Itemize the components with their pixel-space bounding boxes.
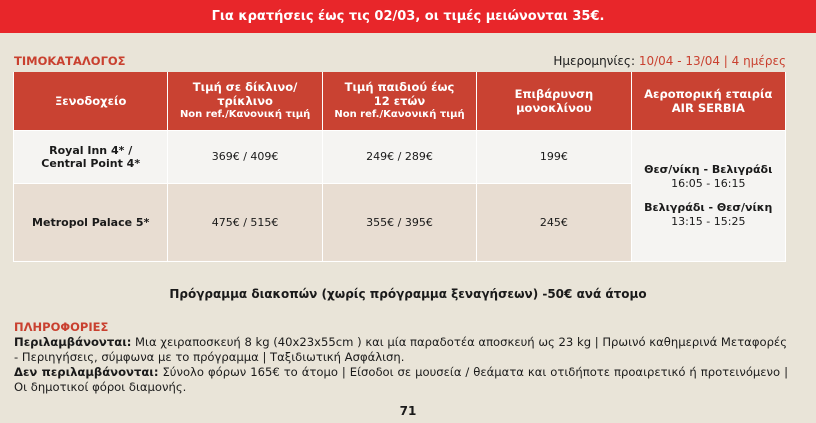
header-single-supplement: Επιβάρυνση μονοκλίνου: [477, 72, 631, 130]
table-row: [14, 130, 786, 183]
header-child-price: Τιμή παιδιού έως 12 ετών Non ref./Κανονική τιμή: [322, 72, 476, 130]
table-header-row: [14, 72, 786, 130]
promo-banner: Για κρατήσεις έως τις 02/03, οι τιμές μειώνονται 35€.: [0, 0, 816, 33]
single-supplement-cell: 199€: [477, 130, 631, 183]
excluded-text: Δεν περιλαμβάνονται: Σύνολο φόρων 165€ το άτομο | Είσοδοι σε μουσεία / θεάματα και οτιδήποτε προαιρετικό ή προτεινόμενο | Οι δημοτικοί φόροι διαμονής.: [14, 365, 788, 394]
flights-cell: Θεσ/νίκη - Βελιγράδι 16:05 - 16:15 Βελιγράδι - Θεσ/νίκη 13:15 - 15:25: [631, 130, 785, 261]
info-heading: ΠΛΗΡΟΦΟΡΙΕΣ: [14, 320, 109, 334]
double-price-cell: 369€ / 409€: [168, 130, 322, 183]
header-hotel: Ξενοδοχείο: [14, 72, 168, 130]
hotel-cell: Royal Inn 4* / Central Point 4*: [14, 130, 168, 183]
header-airline: Αεροπορική εταιρία AIR SERBIA: [631, 72, 785, 130]
child-price-cell: 249€ / 289€: [322, 130, 476, 183]
price-table: [13, 72, 786, 262]
page-number: 71: [399, 404, 417, 418]
dates-days: 4 ημέρες: [731, 54, 786, 68]
included-text: Περιλαμβάνονται: Μια χειραποσκευή 8 kg (40x23x55cm ) και μία παραδοτέα αποσκευή ως 23 kg | Πρωινό καθημερινά Μεταφορές - Περιηγήσεις, σύμφωνα με το πρόγραμμα | Ταξιδιωτική Ασφάλιση.: [14, 335, 787, 364]
dates-label: Ημερομηνίες:: [553, 54, 636, 68]
info-section: [14, 320, 788, 395]
child-price-cell: 355€ / 395€: [322, 183, 476, 261]
dates-separator: |: [723, 54, 728, 68]
single-supplement-cell: 245€: [477, 183, 631, 261]
dates: [553, 54, 786, 68]
dates-range: 10/04 - 13/04: [638, 54, 720, 68]
hotel-cell: Metropol Palace 5*: [14, 183, 168, 261]
price-list-title: ΤΙΜΟΚΑΤΑΛΟΓΟΣ: [14, 54, 126, 68]
program-note: Πρόγραμμα διακοπών (χωρίς πρόγραμμα ξεναγήσεων) -50€ ανά άτομο: [169, 287, 647, 301]
double-price-cell: 475€ / 515€: [168, 183, 322, 261]
header-double-price: Τιμή σε δίκλινο/ τρίκλινο Non ref./Κανονική τιμή: [168, 72, 322, 130]
